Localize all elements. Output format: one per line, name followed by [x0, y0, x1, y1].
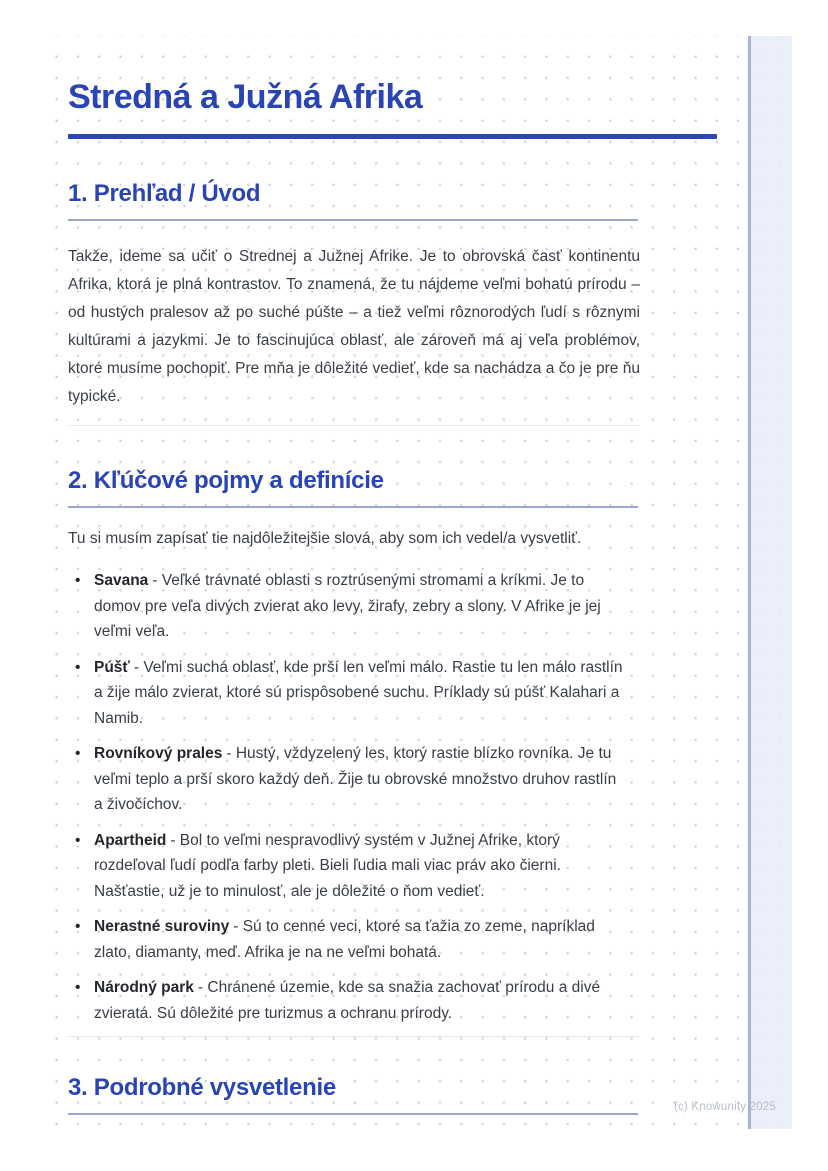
key-terms-list [68, 568, 628, 1026]
section-heading-1: 1. Prehľad / Úvod [68, 179, 638, 221]
page-content [40, 36, 717, 1115]
section-1-paragraph: Takže, ideme sa učiť o Strednej a Južnej Afrike. Je to obrovská časť kontinentu Afrika, ktorá je plná kontrastov. To znamená, že tu nájdeme veľmi bohatú prírodu – od hustých pralesov až po suché púšte – a tiež veľmi rôznorodých ľudí s rôznymi kultúrami a jazykmi. Je to fascinujúca oblasť, ale zároveň má aj veľa problémov, ktoré musíme pochopiť. Pre mňa je dôležité vedieť, kde sa nachádza a čo je pre ňu typické. [68, 248, 640, 405]
list-item-apartheid [68, 828, 628, 905]
term-label: Národný park [94, 979, 194, 996]
list-item-narodny-park [68, 975, 628, 1026]
section-heading-2: 2. Kľúčové pojmy a definície [68, 466, 638, 508]
term-description: - Chránené územie, kde sa snažia zachovať prírodu a divé zvieratá. Sú dôležité pre turizmus a ochranu prírody. [94, 979, 601, 1022]
term-description: - Bol to veľmi nespravodlivý systém v Južnej Afrike, ktorý rozdeľoval ľudí podľa farby pleti. Bieli ľudia mali viac práv ako čierni. Našťastie, už je to minulosť, ale je dôležité o ňom vedieť. [94, 831, 561, 900]
section-heading-3: 3. Podrobné vysvetlenie [68, 1073, 638, 1115]
term-label: Apartheid [94, 831, 167, 849]
term-description: - Hustý, vždyzelený les, ktorý rastie blízko rovníka. Je tu veľmi teplo a prší skoro každý deň. Žije tu obrovské množstvo druhov rastlín a živočíchov. [94, 745, 617, 813]
list-item-nerastne-suroviny [68, 914, 628, 965]
section-2-intro: Tu si musím zapísať tie najdôležitejšie slová, aby som ich vedel/a vysvetliť. [68, 530, 582, 547]
page-title: Stredná a Južná Afrika [68, 78, 423, 116]
term-label: Rovníkový prales [94, 745, 223, 762]
copyright-watermark: (c) Knowunity 2025 [673, 1101, 776, 1113]
section-divider [68, 1036, 640, 1037]
list-item-savana [68, 568, 628, 645]
title-rule-divider [68, 134, 717, 139]
term-label: Savana [94, 572, 149, 589]
section-divider [68, 425, 640, 426]
term-description: - Veľké trávnaté oblasti s roztrúsenými stromami a kríkmi. Je to domov pre veľa divých zvierat ako levy, žirafy, zebry a slony. V Afrike je jej veľmi veľa. [94, 572, 601, 640]
term-description: - Sú to cenné veci, ktoré sa ťažia zo zeme, napríklad zlato, diamanty, meď. Afrika je na ne veľmi bohatá. [94, 918, 595, 961]
notes-page [40, 36, 792, 1129]
list-item-pust [68, 655, 628, 732]
list-item-rovnikovy-prales [68, 741, 628, 818]
term-label: Nerastné suroviny [94, 918, 230, 935]
term-label: Púšť [94, 658, 130, 676]
notebook-margin-strip [748, 36, 792, 1129]
term-description: - Veľmi suchá oblasť, kde prší len veľmi málo. Rastie tu len málo rastlín a žije málo zvierat, ktoré sú prispôsobené suchu. Príklady sú púšť Kalahari a Namib. [94, 658, 623, 727]
